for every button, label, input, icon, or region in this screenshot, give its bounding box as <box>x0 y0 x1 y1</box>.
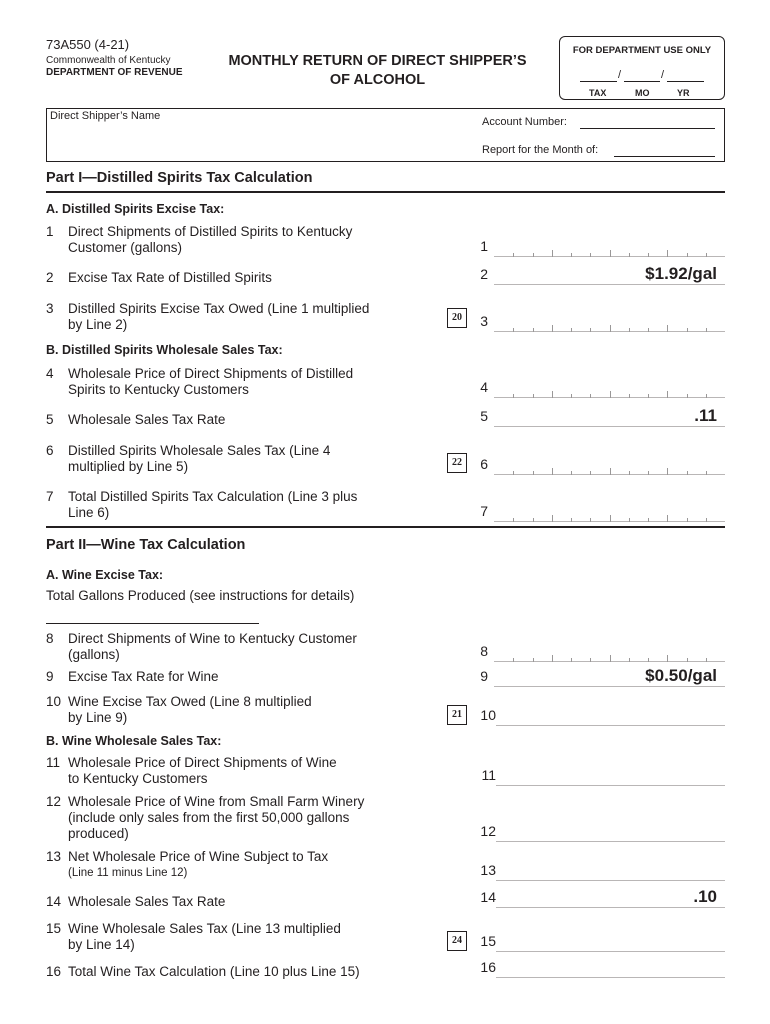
line-10-field-number: 10 <box>480 707 496 723</box>
line-15-description <box>46 921 446 953</box>
digit-tick <box>667 515 668 522</box>
line-number: 13 <box>46 849 62 864</box>
line-6-amount-field[interactable] <box>494 458 725 475</box>
digit-tick <box>667 391 668 398</box>
department-use-fields <box>580 69 704 81</box>
line-10-code-box: 21 <box>447 705 467 725</box>
digit-tick <box>706 394 707 398</box>
digit-tick <box>590 394 591 398</box>
dept-yr-label: YR <box>677 88 690 98</box>
digit-tick <box>648 658 649 662</box>
title-line-2: OF ALCOHOL <box>329 72 426 88</box>
line-text-cont: by Line 9) <box>68 710 128 725</box>
line-3-description <box>46 301 446 333</box>
line-8-description <box>46 631 446 663</box>
digit-tick <box>648 394 649 398</box>
line-text: Wine Wholesale Sales Tax (Line 13 multiplied <box>68 921 341 936</box>
line-9-field-number: 9 <box>480 668 488 684</box>
digit-tick <box>571 471 572 475</box>
line-text: Total Distilled Spirits Tax Calculation (Line 3 plus <box>68 489 358 504</box>
digit-tick <box>667 468 668 475</box>
line-number: 11 <box>46 755 61 770</box>
digit-tick <box>687 658 688 662</box>
line-4-amount-field[interactable] <box>494 381 725 398</box>
line-text: Total Wine Tax Calculation (Line 10 plus Line 15) <box>68 964 360 979</box>
digit-tick <box>552 391 553 398</box>
line-text-cont: multiplied by Line 5) <box>68 459 189 474</box>
line-3-amount-field[interactable] <box>494 315 725 332</box>
report-month-label: Report for the Month of: <box>482 144 599 156</box>
line-14-field-number: 14 <box>480 889 496 905</box>
line-4-field-number: 4 <box>480 379 488 395</box>
line-5-field-number: 5 <box>480 408 488 424</box>
digit-tick <box>552 655 553 662</box>
line-11-field-number: 11 <box>481 767 496 783</box>
digit-tick <box>533 328 534 332</box>
line-number: 14 <box>46 894 62 909</box>
line-number: 7 <box>46 489 54 504</box>
line-10-amount-field[interactable] <box>496 709 725 726</box>
digit-tick <box>513 394 514 398</box>
line-text-cont: (gallons) <box>68 647 120 662</box>
digit-tick <box>610 391 611 398</box>
digit-tick <box>629 658 630 662</box>
digit-tick <box>571 253 572 257</box>
form-number: 73A550 (4-21) <box>46 37 130 52</box>
line-15-code-box: 24 <box>447 931 467 951</box>
digit-tick <box>706 253 707 257</box>
dept-mo-field[interactable] <box>624 69 660 82</box>
dept-tax-field[interactable] <box>580 69 617 82</box>
line-2-description <box>46 270 446 286</box>
line-11-amount-field[interactable] <box>496 769 725 786</box>
line-text-cont: to Kentucky Customers <box>68 771 208 786</box>
line-12-description <box>46 794 446 842</box>
line-number: 2 <box>46 270 54 285</box>
shipper-name-box[interactable] <box>46 108 725 162</box>
line-3-field-number: 3 <box>480 313 488 329</box>
line-text: Wine Excise Tax Owed (Line 8 multiplied <box>68 694 312 709</box>
account-number-label: Account Number: <box>482 116 567 128</box>
digit-tick <box>590 518 591 522</box>
part2-note-field[interactable] <box>46 623 259 624</box>
digit-tick <box>590 658 591 662</box>
line-text: Distilled Spirits Wholesale Sales Tax (Line 4 <box>68 443 331 458</box>
digit-tick <box>610 515 611 522</box>
line-text-cont: (include only sales from the first 50,000 gallons <box>68 810 350 825</box>
digit-tick <box>629 394 630 398</box>
digit-tick <box>706 471 707 475</box>
digit-tick <box>629 471 630 475</box>
dept-yr-field[interactable] <box>667 69 704 82</box>
dept-mo-label: MO <box>635 88 650 98</box>
line-11-description <box>46 755 446 787</box>
digit-tick <box>648 471 649 475</box>
digit-tick <box>687 394 688 398</box>
digit-tick <box>590 471 591 475</box>
digit-tick <box>648 328 649 332</box>
date-slash: / <box>618 69 622 81</box>
line-number: 3 <box>46 301 54 316</box>
digit-tick <box>552 468 553 475</box>
line-13-description <box>46 849 446 881</box>
digit-tick <box>610 655 611 662</box>
line-5-amount-field[interactable] <box>494 406 725 427</box>
line-number: 6 <box>46 443 54 458</box>
digit-tick <box>552 250 553 257</box>
account-number-field[interactable] <box>580 128 715 129</box>
report-month-field[interactable] <box>614 156 715 157</box>
digit-tick <box>571 658 572 662</box>
line-text-cont: Line 6) <box>68 505 110 520</box>
digit-tick <box>533 518 534 522</box>
line-text: Distilled Spirits Excise Tax Owed (Line 1 multiplied <box>68 301 370 316</box>
part2-section-b: B. Wine Wholesale Sales Tax: <box>46 734 222 748</box>
digit-tick <box>629 328 630 332</box>
line-number: 16 <box>46 964 62 979</box>
digit-tick <box>706 518 707 522</box>
digit-tick <box>706 658 707 662</box>
part1-rule <box>46 191 725 193</box>
part2-section-a: A. Wine Excise Tax: <box>46 568 164 582</box>
digit-tick <box>590 328 591 332</box>
digit-tick <box>513 471 514 475</box>
line-number: 12 <box>46 794 62 809</box>
digit-tick <box>687 471 688 475</box>
line-text: Excise Tax Rate of Distilled Spirits <box>68 270 272 285</box>
line-text: Wholesale Price of Wine from Small Farm Winery <box>68 794 365 809</box>
line-6-field-number: 6 <box>480 456 488 472</box>
digit-tick <box>687 518 688 522</box>
line-2-preset-value: $1.92/gal <box>645 264 717 283</box>
line-text: Wholesale Price of Direct Shipments of Distilled <box>68 366 354 381</box>
line-12-amount-field[interactable] <box>496 825 725 842</box>
line-number: 4 <box>46 366 54 381</box>
line-5-preset-value: .11 <box>694 406 717 425</box>
line-10-description <box>46 694 446 726</box>
date-slash: / <box>661 69 665 81</box>
digit-tick <box>610 250 611 257</box>
line-16-amount-field[interactable] <box>496 961 725 978</box>
digit-tick <box>513 658 514 662</box>
line-number: 10 <box>46 694 62 709</box>
line-9-preset-value: $0.50/gal <box>645 666 717 685</box>
department-use-box <box>559 36 725 100</box>
digit-tick <box>610 325 611 332</box>
digit-tick <box>590 253 591 257</box>
line-number: 9 <box>46 669 54 684</box>
line-1-description <box>46 224 446 256</box>
part1-section-b: B. Distilled Spirits Wholesale Sales Tax: <box>46 343 283 357</box>
part2-note: Total Gallons Produced (see instructions for details) <box>46 588 355 603</box>
line-text: Wholesale Sales Tax Rate <box>68 412 226 427</box>
digit-tick <box>706 328 707 332</box>
line-8-field-number: 8 <box>480 643 488 659</box>
part1-bottom-rule <box>46 526 725 528</box>
line-2-amount-field[interactable] <box>494 264 725 285</box>
line-16-field-number: 16 <box>480 959 496 975</box>
line-text: Wholesale Sales Tax Rate <box>68 894 226 909</box>
digit-tick <box>513 328 514 332</box>
line-text: Direct Shipments of Distilled Spirits to Kentucky <box>68 224 353 239</box>
line-number: 1 <box>46 224 54 239</box>
line-6-code-box: 22 <box>447 453 467 473</box>
line-15-field-number: 15 <box>480 933 496 949</box>
digit-tick <box>610 468 611 475</box>
line-13-field-number: 13 <box>480 862 496 878</box>
part1-section-a: A. Distilled Spirits Excise Tax: <box>46 202 225 216</box>
line-16-description <box>46 964 446 980</box>
digit-tick <box>667 655 668 662</box>
line-text-cont: by Line 2) <box>68 317 128 332</box>
line-3-code-box: 20 <box>447 308 467 328</box>
line-7-field-number: 7 <box>480 503 488 519</box>
line-1-amount-field[interactable] <box>494 240 725 257</box>
digit-tick <box>533 253 534 257</box>
dept-tax-label: TAX <box>589 88 607 98</box>
line-text: Wholesale Price of Direct Shipments of Wine <box>68 755 337 770</box>
digit-tick <box>687 253 688 257</box>
digit-tick <box>571 394 572 398</box>
line-text: Excise Tax Rate for Wine <box>68 669 219 684</box>
digit-tick <box>533 394 534 398</box>
line-number: 8 <box>46 631 54 646</box>
digit-tick <box>687 328 688 332</box>
line-9-amount-field[interactable] <box>494 666 725 687</box>
part1-heading: Part I—Distilled Spirits Tax Calculation <box>46 170 313 186</box>
line-7-description <box>46 489 446 521</box>
digit-tick <box>552 515 553 522</box>
line-2-field-number: 2 <box>480 266 488 282</box>
digit-tick <box>667 325 668 332</box>
line-14-amount-field[interactable] <box>496 887 725 908</box>
line-9-description <box>46 669 446 685</box>
line-text-cont: produced) <box>68 826 129 841</box>
form-title <box>205 52 550 90</box>
line-5-description <box>46 412 446 428</box>
digit-tick <box>571 518 572 522</box>
department-use-title: FOR DEPARTMENT USE ONLY <box>572 45 712 56</box>
digit-tick <box>648 253 649 257</box>
line-14-preset-value: .10 <box>693 887 717 906</box>
digit-tick <box>533 658 534 662</box>
digit-tick <box>571 328 572 332</box>
line-text: Net Wholesale Price of Wine Subject to Tax <box>68 849 329 864</box>
part2-heading: Part II—Wine Tax Calculation <box>46 537 246 553</box>
line-number: 5 <box>46 412 54 427</box>
line-text-cont: Spirits to Kentucky Customers <box>68 382 249 397</box>
line-1-field-number: 1 <box>480 238 488 254</box>
department-label: DEPARTMENT OF REVENUE <box>46 67 183 78</box>
line-13-amount-field[interactable] <box>496 864 725 881</box>
line-14-description <box>46 894 446 910</box>
line-6-description <box>46 443 446 475</box>
digit-tick <box>667 250 668 257</box>
line-4-description <box>46 366 446 398</box>
digit-tick <box>629 253 630 257</box>
line-text: Direct Shipments of Wine to Kentucky Customer <box>68 631 357 646</box>
title-line-1: MONTHLY RETURN OF DIRECT SHIPPER’S <box>228 53 527 69</box>
digit-tick <box>629 518 630 522</box>
shipper-name-label: Direct Shipper’s Name <box>50 110 161 122</box>
digit-tick <box>648 518 649 522</box>
line-text-cont: by Line 14) <box>68 937 135 952</box>
digit-tick <box>513 253 514 257</box>
line-number: 15 <box>46 921 62 936</box>
line-12-field-number: 12 <box>480 823 496 839</box>
line-text-cont: (Line 11 minus Line 12) <box>68 867 188 879</box>
digit-tick <box>533 471 534 475</box>
line-8-amount-field[interactable] <box>494 645 725 662</box>
line-15-amount-field[interactable] <box>496 935 725 952</box>
commonwealth-label: Commonwealth of Kentucky <box>46 55 171 66</box>
line-text-cont: Customer (gallons) <box>68 240 183 255</box>
line-7-amount-field[interactable] <box>494 505 725 522</box>
digit-tick <box>513 518 514 522</box>
digit-tick <box>552 325 553 332</box>
